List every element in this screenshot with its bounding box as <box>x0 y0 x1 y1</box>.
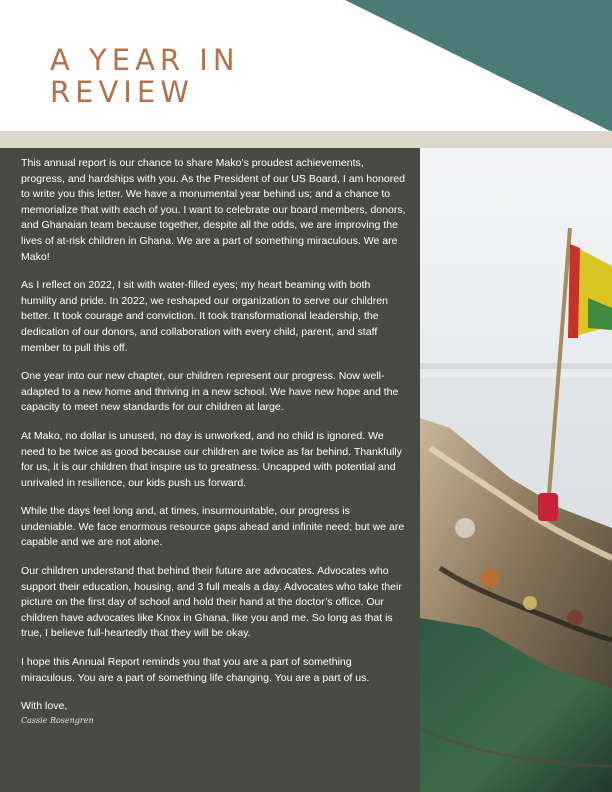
letter-paragraph-4: At Mako, no dollar is unused, no day is unworked, and no child is ignored. We need to be twice as good because our children are twice as far behind. Thankfully for us, it is our children that inspire us to greatness. Uncapped with potential and unrivaled in resilience, our kids push us forward. <box>21 429 402 489</box>
page-title <box>50 44 240 108</box>
letter-paragraph-5: While the days feel long and, at times, insurmountable, our progress is undeniable. We face enormous resource gaps ahead and infinite need; but we are capable and we are not alone. <box>21 505 405 549</box>
letter-paragraph-6: Our children understand that behind their future are advocates. Advocates who support their education, housing, and 3 full meals a day. Advocates who take their picture on the first day of school and hold their hand at the doctor’s office. Our children have advocates like Knox in Ghana, like you and me. So long as that is true, I believe full-heartedly that they will be okay. <box>21 565 402 640</box>
letter-paragraph-7: I hope this Annual Report reminds you that you are a part of something miraculous. You are a part of something life changing. You are a part of us. <box>21 656 370 684</box>
letter-paragraph-1: This annual report is our chance to share Mako’s proudest achievements, progress, and hardships with you. As the President of our US Board, I am honored to write you this letter. We have a monumental year behind us; and a chance to memorialize that with each of you. I want to celebrate our board members, donors, and Ghanaian team because together, despite all the odds, we are improving the lives of at-risk children in Ghana. We are a part of something miraculous. We are Mako! <box>21 157 406 263</box>
letter-paragraph-3: One year into our new chapter, our children represent our progress. Now well-adapted to a new home and thriving in a new school. We have new hope and the capacity to meet new standards for our children at large. <box>21 370 399 414</box>
letter-signature: Cassie Rosengren <box>21 715 94 725</box>
boat-with-ghana-flag-photo <box>420 148 612 792</box>
president-letter <box>0 148 420 792</box>
letter-paragraph-2: As I reflect on 2022, I sit with water-filled eyes; my heart beaming with both humility and pride. In 2022, we reshaped our organization to serve our children better. It took courage and conviction. It took transformational leadership, the dedication of our donors, and collaboration with every child, parent, and staff member to pull this off. <box>21 279 389 354</box>
divider-band <box>0 131 612 148</box>
title-line-2: REVIEW <box>50 75 194 109</box>
letter-closing: With love, <box>21 700 68 713</box>
title-line-1: A YEAR IN <box>50 43 240 77</box>
